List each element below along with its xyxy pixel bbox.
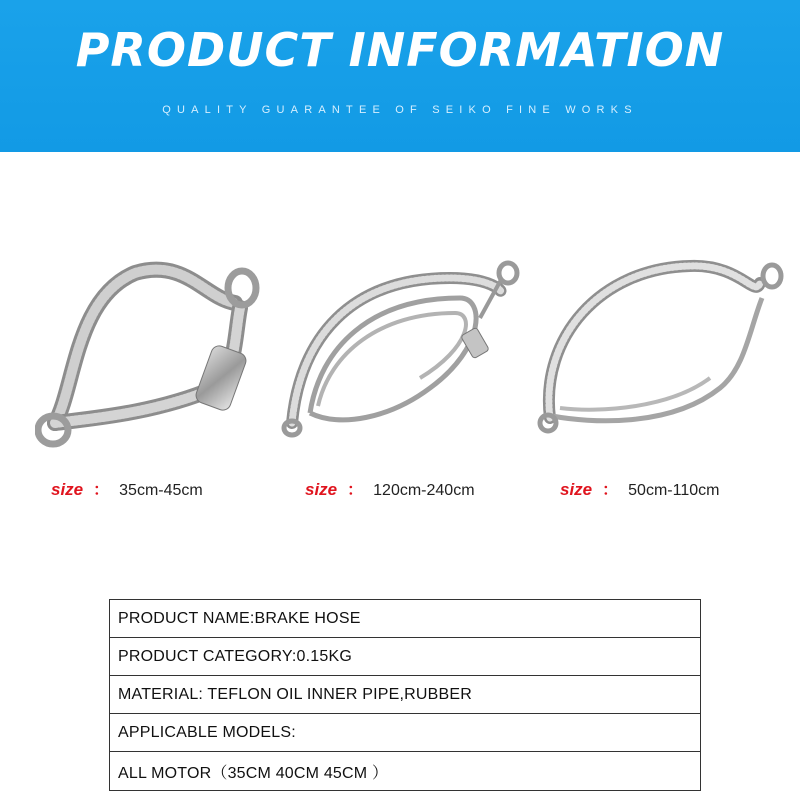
size-key: size	[305, 480, 338, 499]
product-info-table	[109, 599, 701, 791]
product-image-long-hose	[270, 238, 530, 468]
size-separator: ：	[602, 482, 619, 499]
banner-subtitle: QUALITY GUARANTEE OF SEIKO FINE WORKS	[162, 104, 638, 116]
product-image-short-hose	[35, 238, 295, 468]
info-row-applicable-models: APPLICABLE MODELS:	[110, 714, 700, 752]
header-banner	[0, 0, 800, 152]
size-key: size	[51, 480, 84, 499]
size-key: size	[560, 480, 593, 499]
size-value: 35cm-45cm	[119, 482, 203, 499]
size-value: 120cm-240cm	[373, 482, 475, 499]
product-image-medium-hose	[530, 238, 790, 468]
size-label-long-hose	[305, 478, 475, 502]
size-label-medium-hose	[560, 478, 719, 502]
banner-title: PRODUCT INFORMATION	[75, 23, 725, 77]
info-row-material: MATERIAL: TEFLON OIL INNER PIPE,RUBBER	[110, 676, 700, 714]
info-row-product-category: PRODUCT CATEGORY:0.15KG	[110, 638, 700, 676]
info-row-all-motor: ALL MOTOR（35CM 40CM 45CM ）	[118, 764, 389, 782]
info-row-product-name: PRODUCT NAME:BRAKE HOSE	[110, 600, 700, 638]
size-label-short-hose	[51, 478, 203, 502]
size-separator: ：	[347, 482, 364, 499]
size-value: 50cm-110cm	[628, 482, 720, 499]
size-separator: ：	[93, 482, 110, 499]
